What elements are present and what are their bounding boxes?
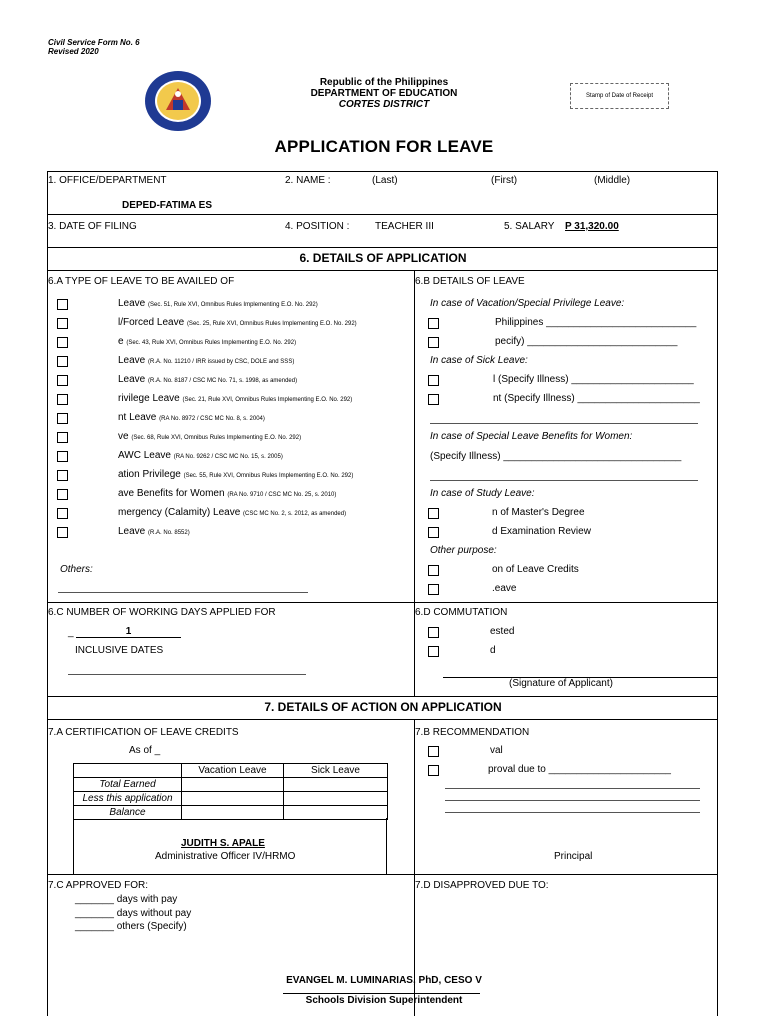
vacation-cell[interactable] xyxy=(182,806,284,820)
days-with-pay: _______ days with pay xyxy=(75,894,178,905)
leave-type-item xyxy=(118,488,336,499)
office-value[interactable]: DEPED-FATIMA ES xyxy=(122,200,213,211)
vacation-cell[interactable] xyxy=(182,792,284,806)
sick-heading: In case of Sick Leave: xyxy=(430,355,528,366)
leave-type-name: ave Benefits for Women xyxy=(118,488,225,499)
district-heading: CORTES DISTRICT xyxy=(338,99,430,110)
other-purpose-heading: Other purpose: xyxy=(430,545,497,556)
study-option-label: n of Master's Degree xyxy=(492,507,585,518)
study-heading: In case of Study Leave: xyxy=(430,488,535,499)
vacation-option-label: Philippines ___________________________ xyxy=(495,317,697,328)
recommendation-checkbox[interactable] xyxy=(428,765,439,776)
divider xyxy=(47,719,718,720)
recommendation-line[interactable] xyxy=(445,812,700,813)
vacation-option-checkbox[interactable] xyxy=(428,337,439,348)
leave-type-name: e xyxy=(118,336,124,347)
others-specify: _______ others (Specify) xyxy=(75,921,187,932)
sick-option-checkbox[interactable] xyxy=(428,375,439,386)
department-heading: DEPARTMENT OF EDUCATION xyxy=(310,88,458,99)
leave-type-checkbox[interactable] xyxy=(57,432,68,443)
leave-type-checkbox[interactable] xyxy=(57,318,68,329)
leave-type-reference: (Sec. 43, Rule XVI, Omnibus Rules Implementing E.O. No. 292) xyxy=(126,340,297,346)
row-balance: Balance xyxy=(74,806,182,820)
leave-type-item xyxy=(118,450,283,461)
divider xyxy=(47,214,718,215)
salary-label: 5. SALARY xyxy=(504,221,555,232)
leave-type-name: mergency (Calamity) Leave xyxy=(118,507,241,518)
other-option-label: on of Leave Credits xyxy=(492,564,579,575)
applicant-signature-label: (Signature of Applicant) xyxy=(509,678,613,689)
leave-type-item xyxy=(118,298,318,309)
leave-type-name: Leave xyxy=(118,298,146,309)
leave-type-item xyxy=(118,412,265,423)
vacation-heading: In case of Vacation/Special Privilege Leave: xyxy=(430,298,625,309)
leave-type-checkbox[interactable] xyxy=(57,413,68,424)
leave-type-item xyxy=(118,393,352,404)
section7-heading: 7. DETAILS OF ACTION ON APPLICATION xyxy=(264,700,502,714)
leave-type-item xyxy=(118,526,190,537)
leave-credits-label: 7.A CERTIFICATION OF LEAVE CREDITS xyxy=(48,727,239,738)
others-label: Others: xyxy=(60,564,93,575)
leave-details-label: 6.B DETAILS OF LEAVE xyxy=(415,276,525,287)
vacation-cell[interactable] xyxy=(182,778,284,792)
leave-type-checkbox[interactable] xyxy=(57,394,68,405)
name-label: 2. NAME : xyxy=(285,175,331,186)
inclusive-dates-label: INCLUSIVE DATES xyxy=(75,645,164,656)
name-first-label: (First) xyxy=(491,175,518,186)
commutation-checkbox[interactable] xyxy=(428,627,439,638)
leave-type-reference: (Sec. 55, Rule XVI, Omnibus Rules Implementing E.O. No. 292) xyxy=(183,473,354,479)
leave-type-item xyxy=(118,355,294,366)
leave-type-checkbox[interactable] xyxy=(57,451,68,462)
sick-option-checkbox[interactable] xyxy=(428,394,439,405)
section6-heading: 6. DETAILS OF APPLICATION xyxy=(299,251,467,265)
study-option-checkbox[interactable] xyxy=(428,508,439,519)
salary-value[interactable]: P 31,320.00 xyxy=(565,221,619,232)
leave-type-reference: (R.A. No. 11210 / IRR issued by CSC, DOLE and SSS) xyxy=(148,359,295,365)
recommender-title: Principal xyxy=(554,851,593,862)
as-of-label: As of _ xyxy=(129,745,161,756)
others-line[interactable] xyxy=(58,592,308,593)
women-option-label: (Specify Illness) ________________________________ xyxy=(430,451,682,462)
recommendation-label: 7.B RECOMMENDATION xyxy=(415,727,530,738)
women-extra-line[interactable] xyxy=(430,480,698,481)
leave-type-checkbox[interactable] xyxy=(57,375,68,386)
leave-type-name: AWC Leave xyxy=(118,450,171,461)
row-total-earned: Total Earned xyxy=(74,778,182,792)
leave-type-item xyxy=(118,317,357,328)
leave-type-reference: (RA No. 9262 / CSC MC No. 15, s. 2005) xyxy=(173,454,283,460)
commutation-checkbox[interactable] xyxy=(428,646,439,657)
vacation-option-label: pecify) ___________________________ xyxy=(495,336,678,347)
name-last-label: (Last) xyxy=(372,175,398,186)
position-value[interactable]: TEACHER III xyxy=(375,221,434,232)
approved-for-label: 7.C APPROVED FOR: xyxy=(48,880,149,891)
leave-type-reference: (RA No. 9710 / CSC MC No. 25, s. 2010) xyxy=(227,492,337,498)
leave-type-item xyxy=(118,374,297,385)
leave-type-item xyxy=(118,469,353,480)
leave-credits-table xyxy=(73,763,388,820)
col-vacation-leave: Vacation Leave xyxy=(182,764,284,778)
commutation-label: 6.D COMMUTATION xyxy=(415,607,508,618)
stamp-date-box: Stamp of Date of Receipt xyxy=(570,83,669,109)
leave-type-reference: (RA No. 8972 / CSC MC No. 8, s. 2004) xyxy=(159,416,265,422)
leave-type-name: Leave xyxy=(118,526,146,537)
column-divider xyxy=(414,719,415,874)
leave-type-reference: (CSC MC No. 2, s. 2012, as amended) xyxy=(243,511,347,517)
recommendation-option-label: proval due to ______________________ xyxy=(488,764,671,775)
divider xyxy=(47,696,718,697)
leave-type-checkbox[interactable] xyxy=(57,337,68,348)
leave-type-checkbox[interactable] xyxy=(57,356,68,367)
row-less-application: Less this application xyxy=(74,792,182,806)
leave-type-reference: (R.A. No. 8187 / CSC MC No. 71, s. 1998, as amended) xyxy=(148,378,298,384)
inclusive-dates-line[interactable] xyxy=(68,674,306,675)
study-option-label: d Examination Review xyxy=(492,526,591,537)
approver-signature-line[interactable] xyxy=(283,993,480,994)
commutation-option-label: ested xyxy=(490,626,515,637)
leave-type-name: ation Privilege xyxy=(118,469,181,480)
sick-cell[interactable] xyxy=(284,792,388,806)
form-title: APPLICATION FOR LEAVE xyxy=(274,137,494,156)
approver-name: EVANGEL M. LUMINARIAS, PhD, CESO V xyxy=(286,975,482,986)
leave-type-checkbox[interactable] xyxy=(57,489,68,500)
disapproved-label: 7.D DISAPPROVED DUE TO: xyxy=(415,880,549,891)
frame-right xyxy=(717,171,718,1016)
recommendation-line[interactable] xyxy=(445,788,700,789)
study-option-checkbox[interactable] xyxy=(428,527,439,538)
date-filing-label: 3. DATE OF FILING xyxy=(48,221,137,232)
recommendation-line[interactable] xyxy=(445,800,700,801)
commutation-option-label: d xyxy=(490,645,496,656)
sick-extra-line[interactable] xyxy=(430,423,698,424)
leave-type-name: rivilege Leave xyxy=(118,393,180,404)
leave-type-reference: (Sec. 21, Rule XVI, Omnibus Rules Implementing E.O. No. 292) xyxy=(182,397,353,403)
col-sick-leave: Sick Leave xyxy=(284,764,388,778)
divider xyxy=(47,247,718,248)
days-value[interactable]: 1 xyxy=(76,626,181,638)
leave-type-name: Leave xyxy=(118,374,146,385)
approver-title: Schools Division Superintendent xyxy=(305,995,463,1006)
recommendation-option-label: val xyxy=(490,745,503,756)
form-number: Civil Service Form No. 6 Revised 2020 xyxy=(48,38,140,56)
certifier-name: JUDITH S. APALE xyxy=(181,838,265,849)
working-days-label: 6.C NUMBER OF WORKING DAYS APPLIED FOR xyxy=(48,607,276,618)
leave-type-reference: (Sec. 25, Rule XVI, Omnibus Rules Implementing E.O. No. 292) xyxy=(186,321,357,327)
republic-heading: Republic of the Philippines xyxy=(319,77,449,88)
leave-type-item xyxy=(118,336,296,347)
table-extension-right xyxy=(386,818,387,874)
divider xyxy=(47,602,718,603)
certifier-title: Administrative Officer IV/HRMO xyxy=(155,851,296,862)
other-option-checkbox[interactable] xyxy=(428,565,439,576)
leave-type-checkbox[interactable] xyxy=(57,470,68,481)
table-extension-left xyxy=(73,818,74,874)
other-option-checkbox[interactable] xyxy=(428,584,439,595)
leave-type-item xyxy=(118,507,346,518)
leave-type-checkbox[interactable] xyxy=(57,299,68,310)
sick-cell[interactable] xyxy=(284,778,388,792)
other-option-label: .eave xyxy=(492,583,517,594)
recommendation-checkbox[interactable] xyxy=(428,746,439,757)
sick-option-label: l (Specify Illness) ______________________ xyxy=(493,374,694,385)
position-label: 4. POSITION : xyxy=(285,221,350,232)
leave-type-label: 6.A TYPE OF LEAVE TO BE AVAILED OF xyxy=(48,276,235,287)
leave-type-reference: (R.A. No. 8552) xyxy=(148,530,190,536)
frame-top xyxy=(47,171,718,172)
vacation-option-checkbox[interactable] xyxy=(428,318,439,329)
divider xyxy=(47,270,718,271)
leave-type-checkbox[interactable] xyxy=(57,527,68,538)
leave-type-name: nt Leave xyxy=(118,412,157,423)
days-underline-prefix: _ xyxy=(68,627,74,638)
sick-cell[interactable] xyxy=(284,806,388,820)
women-heading: In case of Special Leave Benefits for Women: xyxy=(430,431,633,442)
column-divider xyxy=(414,270,415,696)
leave-type-reference: (Sec. 51, Rule XVI, Omnibus Rules Implementing E.O. No. 292) xyxy=(148,302,318,308)
days-without-pay: _______ days without pay xyxy=(75,908,192,919)
divider xyxy=(47,874,718,875)
leave-type-name: Leave xyxy=(118,355,146,366)
leave-type-name: l/Forced Leave xyxy=(118,317,185,328)
leave-type-reference: (Sec. 68, Rule XVI, Omnibus Rules Implementing E.O. No. 292) xyxy=(131,435,302,441)
office-label: 1. OFFICE/DEPARTMENT xyxy=(48,175,167,186)
leave-type-checkbox[interactable] xyxy=(57,508,68,519)
leave-type-item xyxy=(118,431,301,442)
leave-type-name: ve xyxy=(118,431,129,442)
name-middle-label: (Middle) xyxy=(594,175,631,186)
sick-option-label: nt (Specify Illness) ______________________ xyxy=(493,393,700,404)
